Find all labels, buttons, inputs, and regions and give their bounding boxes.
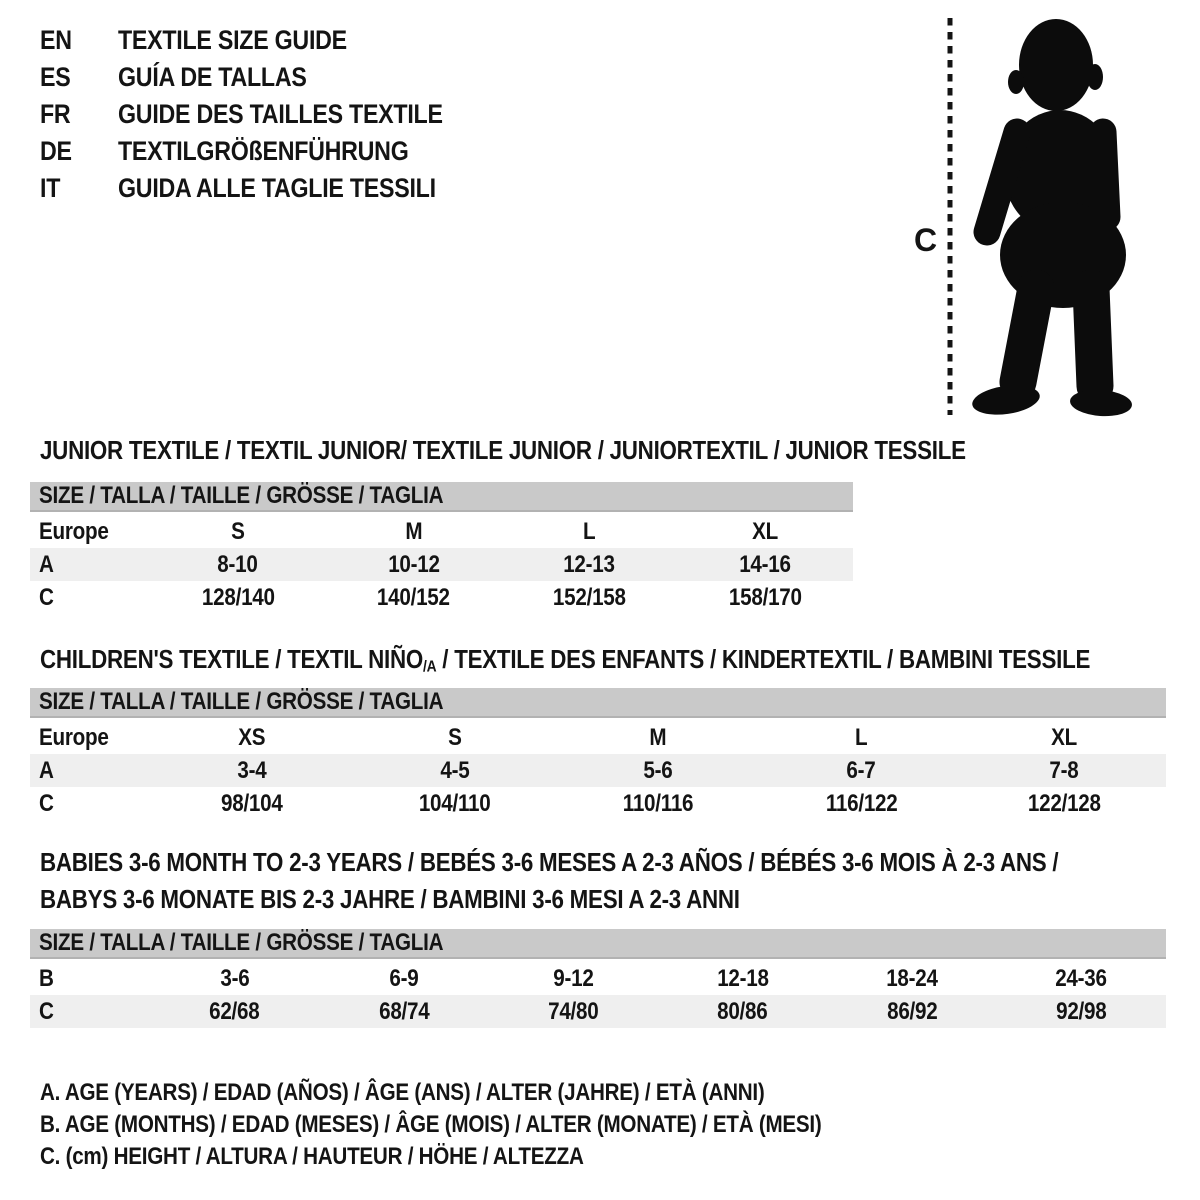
- language-row-it: [40, 170, 496, 207]
- size-header-bar: [30, 482, 853, 512]
- language-code: DE: [40, 136, 72, 166]
- junior-table-rows: [30, 515, 853, 614]
- height-cell: 98/104: [220, 790, 283, 817]
- size-cell: M: [405, 518, 423, 545]
- guide-title: GUIDE DES TAILLES TEXTILE: [118, 99, 443, 129]
- table-row-height-cm: [30, 995, 1166, 1028]
- size-cell: L: [855, 724, 868, 751]
- height-cell: 116/122: [825, 790, 898, 817]
- height-cell: 110/116: [622, 790, 694, 817]
- size-cell: XS: [238, 724, 266, 751]
- age-cell: 3-6: [220, 965, 250, 992]
- table-row-age-years: [30, 548, 853, 581]
- junior-size-table: [30, 482, 853, 614]
- height-measure-figure: [895, 10, 1155, 422]
- age-cell: 7-8: [1049, 757, 1079, 784]
- babies-size-table: [30, 929, 1166, 1028]
- age-cell: 10-12: [387, 551, 440, 578]
- age-cell: 6-7: [846, 757, 876, 784]
- height-cell: 68/74: [378, 998, 430, 1025]
- language-row-de: [40, 133, 496, 170]
- age-cell: 12-13: [563, 551, 616, 578]
- language-title-list: [40, 22, 496, 207]
- size-cell: XL: [752, 518, 779, 545]
- row-label: Europe: [39, 724, 109, 751]
- size-header-bar: [30, 688, 1166, 718]
- height-cell: 128/140: [201, 584, 275, 611]
- age-cell: 3-4: [237, 757, 267, 784]
- language-row-es: [40, 59, 496, 96]
- row-label: Europe: [39, 518, 109, 545]
- height-cell: 62/68: [209, 998, 260, 1025]
- age-cell: 9-12: [553, 965, 594, 992]
- babies-section-heading: [40, 844, 1200, 918]
- size-header-text: SIZE / TALLA / TAILLE / GRÖSSE / TAGLIA: [39, 482, 444, 509]
- table-row-age-months: [30, 962, 1166, 995]
- size-cell: L: [583, 518, 596, 545]
- table-row-europe: [30, 721, 1166, 754]
- legend-line-c: C. (cm) HEIGHT / ALTURA / HAUTEUR / HÖHE / ALTEZZA: [40, 1143, 584, 1170]
- size-cell: M: [649, 724, 667, 751]
- row-label: A: [39, 757, 54, 784]
- children-section-heading: [40, 641, 1200, 686]
- height-cell: 86/92: [886, 998, 938, 1025]
- junior-section-heading: [40, 432, 1116, 469]
- size-cell: S: [231, 518, 245, 545]
- age-cell: 18-24: [886, 965, 938, 992]
- age-cell: 5-6: [643, 757, 673, 784]
- guide-title: GUIDA ALLE TAGLIE TESSILI: [118, 173, 436, 203]
- age-cell: 6-9: [389, 965, 419, 992]
- row-label: C: [39, 584, 54, 611]
- nino-a-subscript: /A: [423, 657, 437, 676]
- size-cell: S: [448, 724, 462, 751]
- row-label: A: [39, 551, 54, 578]
- baby-silhouette: [970, 19, 1132, 419]
- language-row-fr: [40, 96, 496, 133]
- table-row-height-cm: [30, 581, 853, 614]
- height-cell: 140/152: [377, 584, 451, 611]
- measurement-legend: [40, 1077, 949, 1173]
- age-cell: 4-5: [440, 757, 470, 784]
- language-code: FR: [40, 99, 71, 129]
- row-label: C: [39, 790, 54, 817]
- height-cell: 104/110: [418, 790, 491, 817]
- height-cell: 158/170: [728, 584, 802, 611]
- babies-table-rows: [30, 962, 1166, 1028]
- age-cell: 8-10: [217, 551, 259, 578]
- children-table-rows: [30, 721, 1166, 820]
- age-cell: 12-18: [716, 965, 769, 992]
- guide-title: TEXTILGRÖßENFÜHRUNG: [118, 136, 409, 166]
- size-header-text: SIZE / TALLA / TAILLE / GRÖSSE / TAGLIA: [39, 688, 444, 715]
- guide-title: GUÍA DE TALLAS: [118, 62, 307, 92]
- language-code: ES: [40, 62, 71, 92]
- table-row-age-years: [30, 754, 1166, 787]
- guide-title: TEXTILE SIZE GUIDE: [118, 25, 347, 55]
- babies-heading-line2: BABYS 3-6 MONATE BIS 2-3 JAHRE / BAMBINI 3-6 MESI A 2-3 ANNI: [40, 884, 740, 914]
- figure-height-label: C: [914, 222, 938, 258]
- children-size-table: [30, 688, 1166, 820]
- age-cell: 14-16: [739, 551, 791, 578]
- height-cell: 92/98: [1056, 998, 1107, 1025]
- legend-line-b: B. AGE (MONTHS) / EDAD (MESES) / ÂGE (MOIS) / ALTER (MONATE) / ETÀ (MESI): [40, 1111, 822, 1138]
- language-code: EN: [40, 25, 72, 55]
- language-row-en: [40, 22, 496, 59]
- height-cell: 74/80: [548, 998, 599, 1025]
- height-cell: 80/86: [717, 998, 768, 1025]
- size-header-bar: [30, 929, 1166, 959]
- table-row-europe: [30, 515, 853, 548]
- row-label: B: [39, 965, 54, 992]
- size-header-text: SIZE / TALLA / TAILLE / GRÖSSE / TAGLIA: [39, 929, 444, 956]
- row-label: C: [39, 998, 54, 1025]
- size-cell: XL: [1051, 724, 1078, 751]
- babies-heading-line1: BABIES 3-6 MONTH TO 2-3 YEARS / BEBÉS 3-6 MESES A 2-3 AÑOS / BÉBÉS 3-6 MOIS À 2-3 ANS /: [40, 847, 1059, 877]
- language-code: IT: [40, 173, 61, 203]
- children-heading-text: CHILDREN'S TEXTILE / TEXTIL NIÑO/A / TEXTILE DES ENFANTS / KINDERTEXTIL / BAMBINI TESSILE: [40, 644, 1091, 676]
- height-cell: 122/128: [1027, 790, 1101, 817]
- age-cell: 24-36: [1055, 965, 1108, 992]
- legend-line-a: A. AGE (YEARS) / EDAD (AÑOS) / ÂGE (ANS) / ALTER (JAHRE) / ETÀ (ANNI): [40, 1079, 765, 1106]
- height-cell: 152/158: [552, 584, 626, 611]
- table-row-height-cm: [30, 787, 1166, 820]
- junior-heading-text: JUNIOR TEXTILE / TEXTIL JUNIOR/ TEXTILE JUNIOR / JUNIORTEXTIL / JUNIOR TESSILE: [40, 435, 966, 465]
